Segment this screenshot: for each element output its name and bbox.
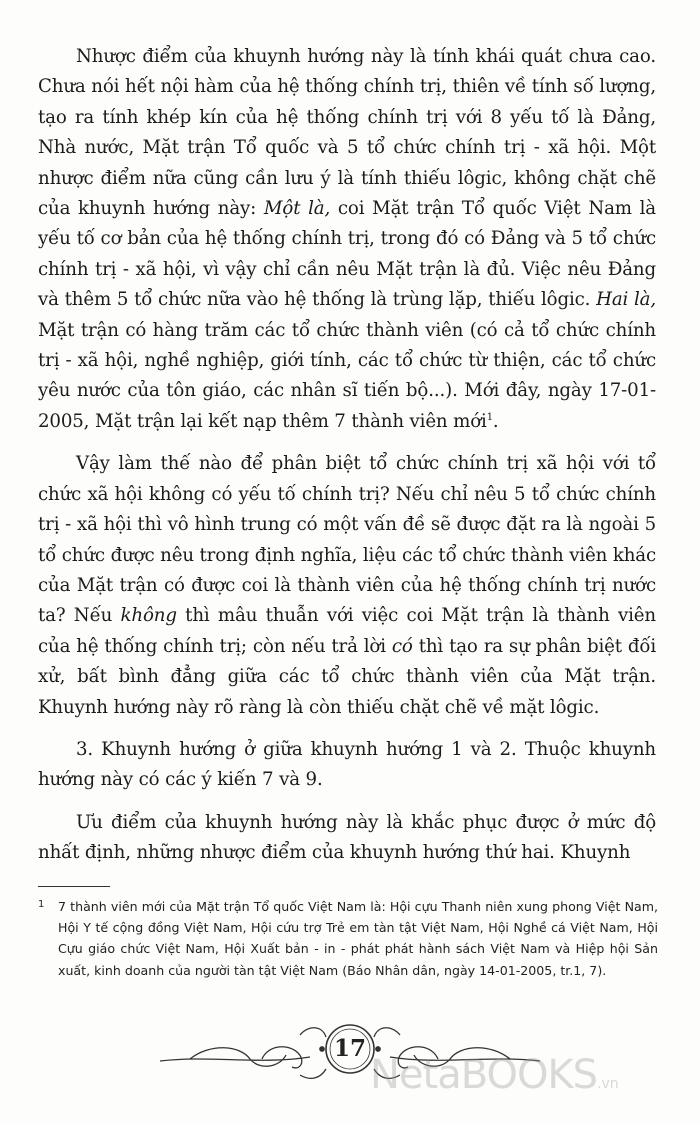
footnote-divider [38,886,110,887]
watermark-brand: NetaBOOKS [370,1052,598,1098]
italic-text: có [391,635,413,657]
text-run: Mặt trận có hàng trăm các tổ chức thành viên (có cả tổ chức chính trị - xã hội, nghề nghiệp, giới tính, các tổ chức từ thiện, các tổ chức yêu nước của tôn giáo, các nhân sĩ tiến bộ...). Mới đây, ngày 17-01-2005, Mặt trận lại kết nạp thêm 7 thành viên mới [38,319,656,432]
text-run: coi Mặt trận Tổ quốc Việt Nam là yếu tố cơ bản của hệ thống chính trị, trong đó có Đảng và 5 tổ chức chính trị - xã hội, vì vậy chỉ cần nêu Mặt trận là đủ. Việc nêu Đảng và thêm 5 tổ chức nữa vào hệ thống là trùng lặp, thiếu lôgic. [38,198,656,311]
paragraph-4 [38,808,656,869]
footnote-mark: 1 [38,899,45,910]
text-run: Ưu điểm của khuynh hướng này là khắc phục được ở mức độ nhất định, những nhược điểm của khuynh hướng thứ hai. Khuynh [38,811,656,864]
footnote-text: 7 thành viên mới của Mặt trận Tổ quốc Việt Nam là: Hội cựu Thanh niên xung phong Việt Nam, Hội Y tế cộng đồng Việt Nam, Hội cứu trợ Trẻ em tàn tật Việt Nam, Hội Nghề cá Việt Nam, Hội Cựu giáo chức Việt Nam, Hội Xuất bản - in - phát phát hành sách Việt Nam và Hiệp hội Sản xuất, kinh doanh của người tàn tật Việt Nam (Báo Nhân dân, ngày 14-01-2005, tr.1, 7). [58,899,658,978]
italic-text: Một là, [263,198,331,220]
watermark-suffix: .vn [597,1076,619,1092]
text-run: . [492,410,499,432]
text-run: Nhược điểm của khuynh hướng này là tính khái quát chưa cao. Chưa nói hết nội hàm của hệ thống chính trị, thiên về tính số lượng, tạo ra tính khép kín của hệ thống chính trị với 8 yếu tố là Đảng, Nhà nước, Mặt trận Tổ quốc và 5 tổ chức chính trị - xã hội. Một nhược điểm nữa cũng cần lưu ý là tính thiếu lôgic, không chặt chẽ của khuynh hướng này: [38,46,656,220]
text-run: Vậy làm thế nào để phân biệt tổ chức chính trị xã hội với tổ chức xã hội không có yếu tố chính trị? Nếu chỉ nêu 5 tổ chức chính trị - xã hội thì vô hình trung có một vấn đề sẽ được đặt ra là ngoài 5 tổ chức được nêu trong định nghĩa, liệu các tổ chức thành viên khác của Mặt trận có được coi là thành viên của hệ thống chính trị nước ta? Nếu [38,453,656,627]
text-run: 3. Khuynh hướng ở giữa khuynh hướng 1 và 2. Thuộc khuynh hướng này có các ý kiến 7 và 9. [38,738,656,791]
paragraph-1 [38,42,656,437]
footnote [38,896,658,981]
paragraph-3 [38,735,656,796]
paragraph-2 [38,449,656,723]
text-run: thì tạo ra sự phân biệt đối xử, bất bình đẳng giữa các tổ chức thành viên của Mặt trận. Khuynh hướng này rõ ràng là còn thiếu chặt chẽ về mặt lôgic. [38,635,657,718]
page-number: 17 [333,1035,366,1062]
footnote-ref: 1 [486,411,493,423]
text-run: thì mâu thuẫn với việc coi Mặt trận là thành viên của hệ thống chính trị; còn nếu trả lời [38,605,656,657]
page-body [38,42,656,869]
watermark-logo [370,1035,700,1115]
italic-text: không [120,605,177,627]
italic-text: Hai là, [596,289,656,311]
